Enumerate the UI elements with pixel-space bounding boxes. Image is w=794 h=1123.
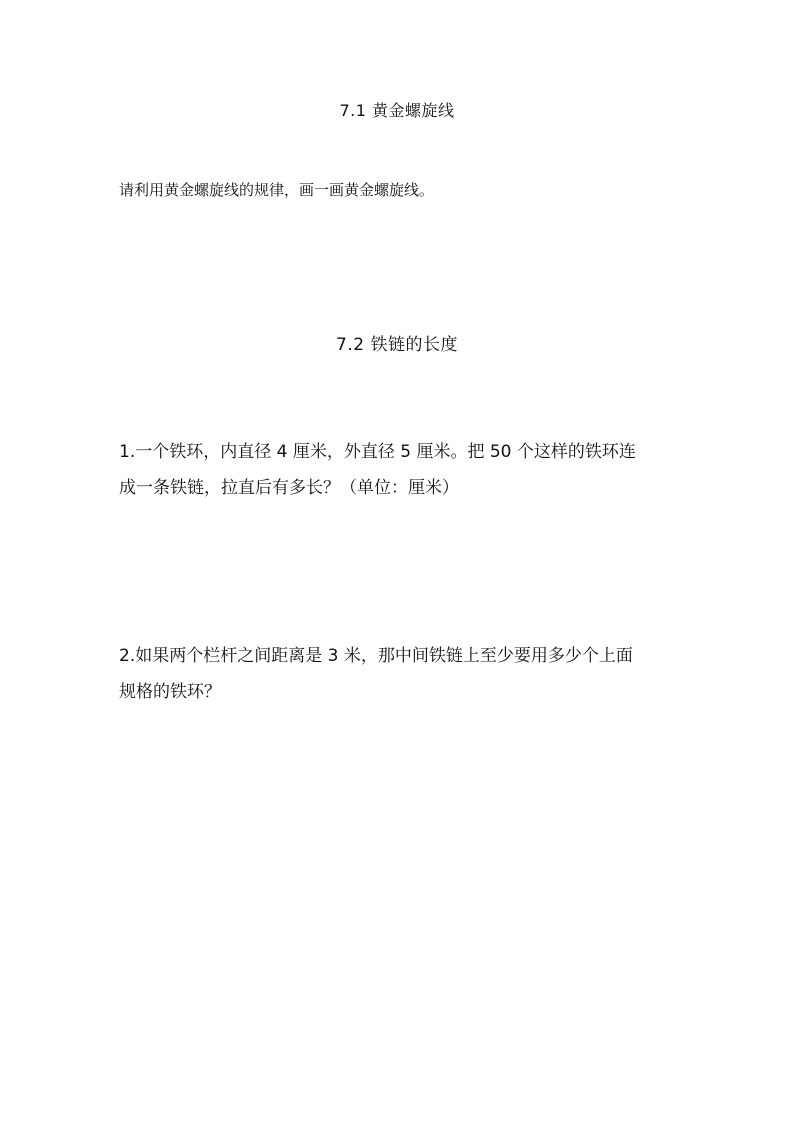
question-1-line-1: 1.一个铁环，内直径 4 厘米，外直径 5 厘米。把 50 个这样的铁环连 bbox=[119, 442, 636, 462]
question-1-line-2: 成一条铁链，拉直后有多长？（单位：厘米） bbox=[119, 478, 459, 498]
question-1 bbox=[119, 434, 689, 506]
question-2-line-1: 2.如果两个栏杆之间距离是 3 米，那中间铁链上至少要用多少个上面 bbox=[119, 646, 633, 666]
question-2-line-2: 规格的铁环？ bbox=[119, 682, 221, 702]
section-1-instruction: 请利用黄金螺旋线的规律，画一画黄金螺旋线。 bbox=[119, 181, 435, 199]
section-2-title: 7.2 铁链的长度 bbox=[336, 335, 458, 355]
question-2 bbox=[119, 638, 689, 710]
section-1-title: 7.1 黄金螺旋线 bbox=[339, 101, 455, 120]
